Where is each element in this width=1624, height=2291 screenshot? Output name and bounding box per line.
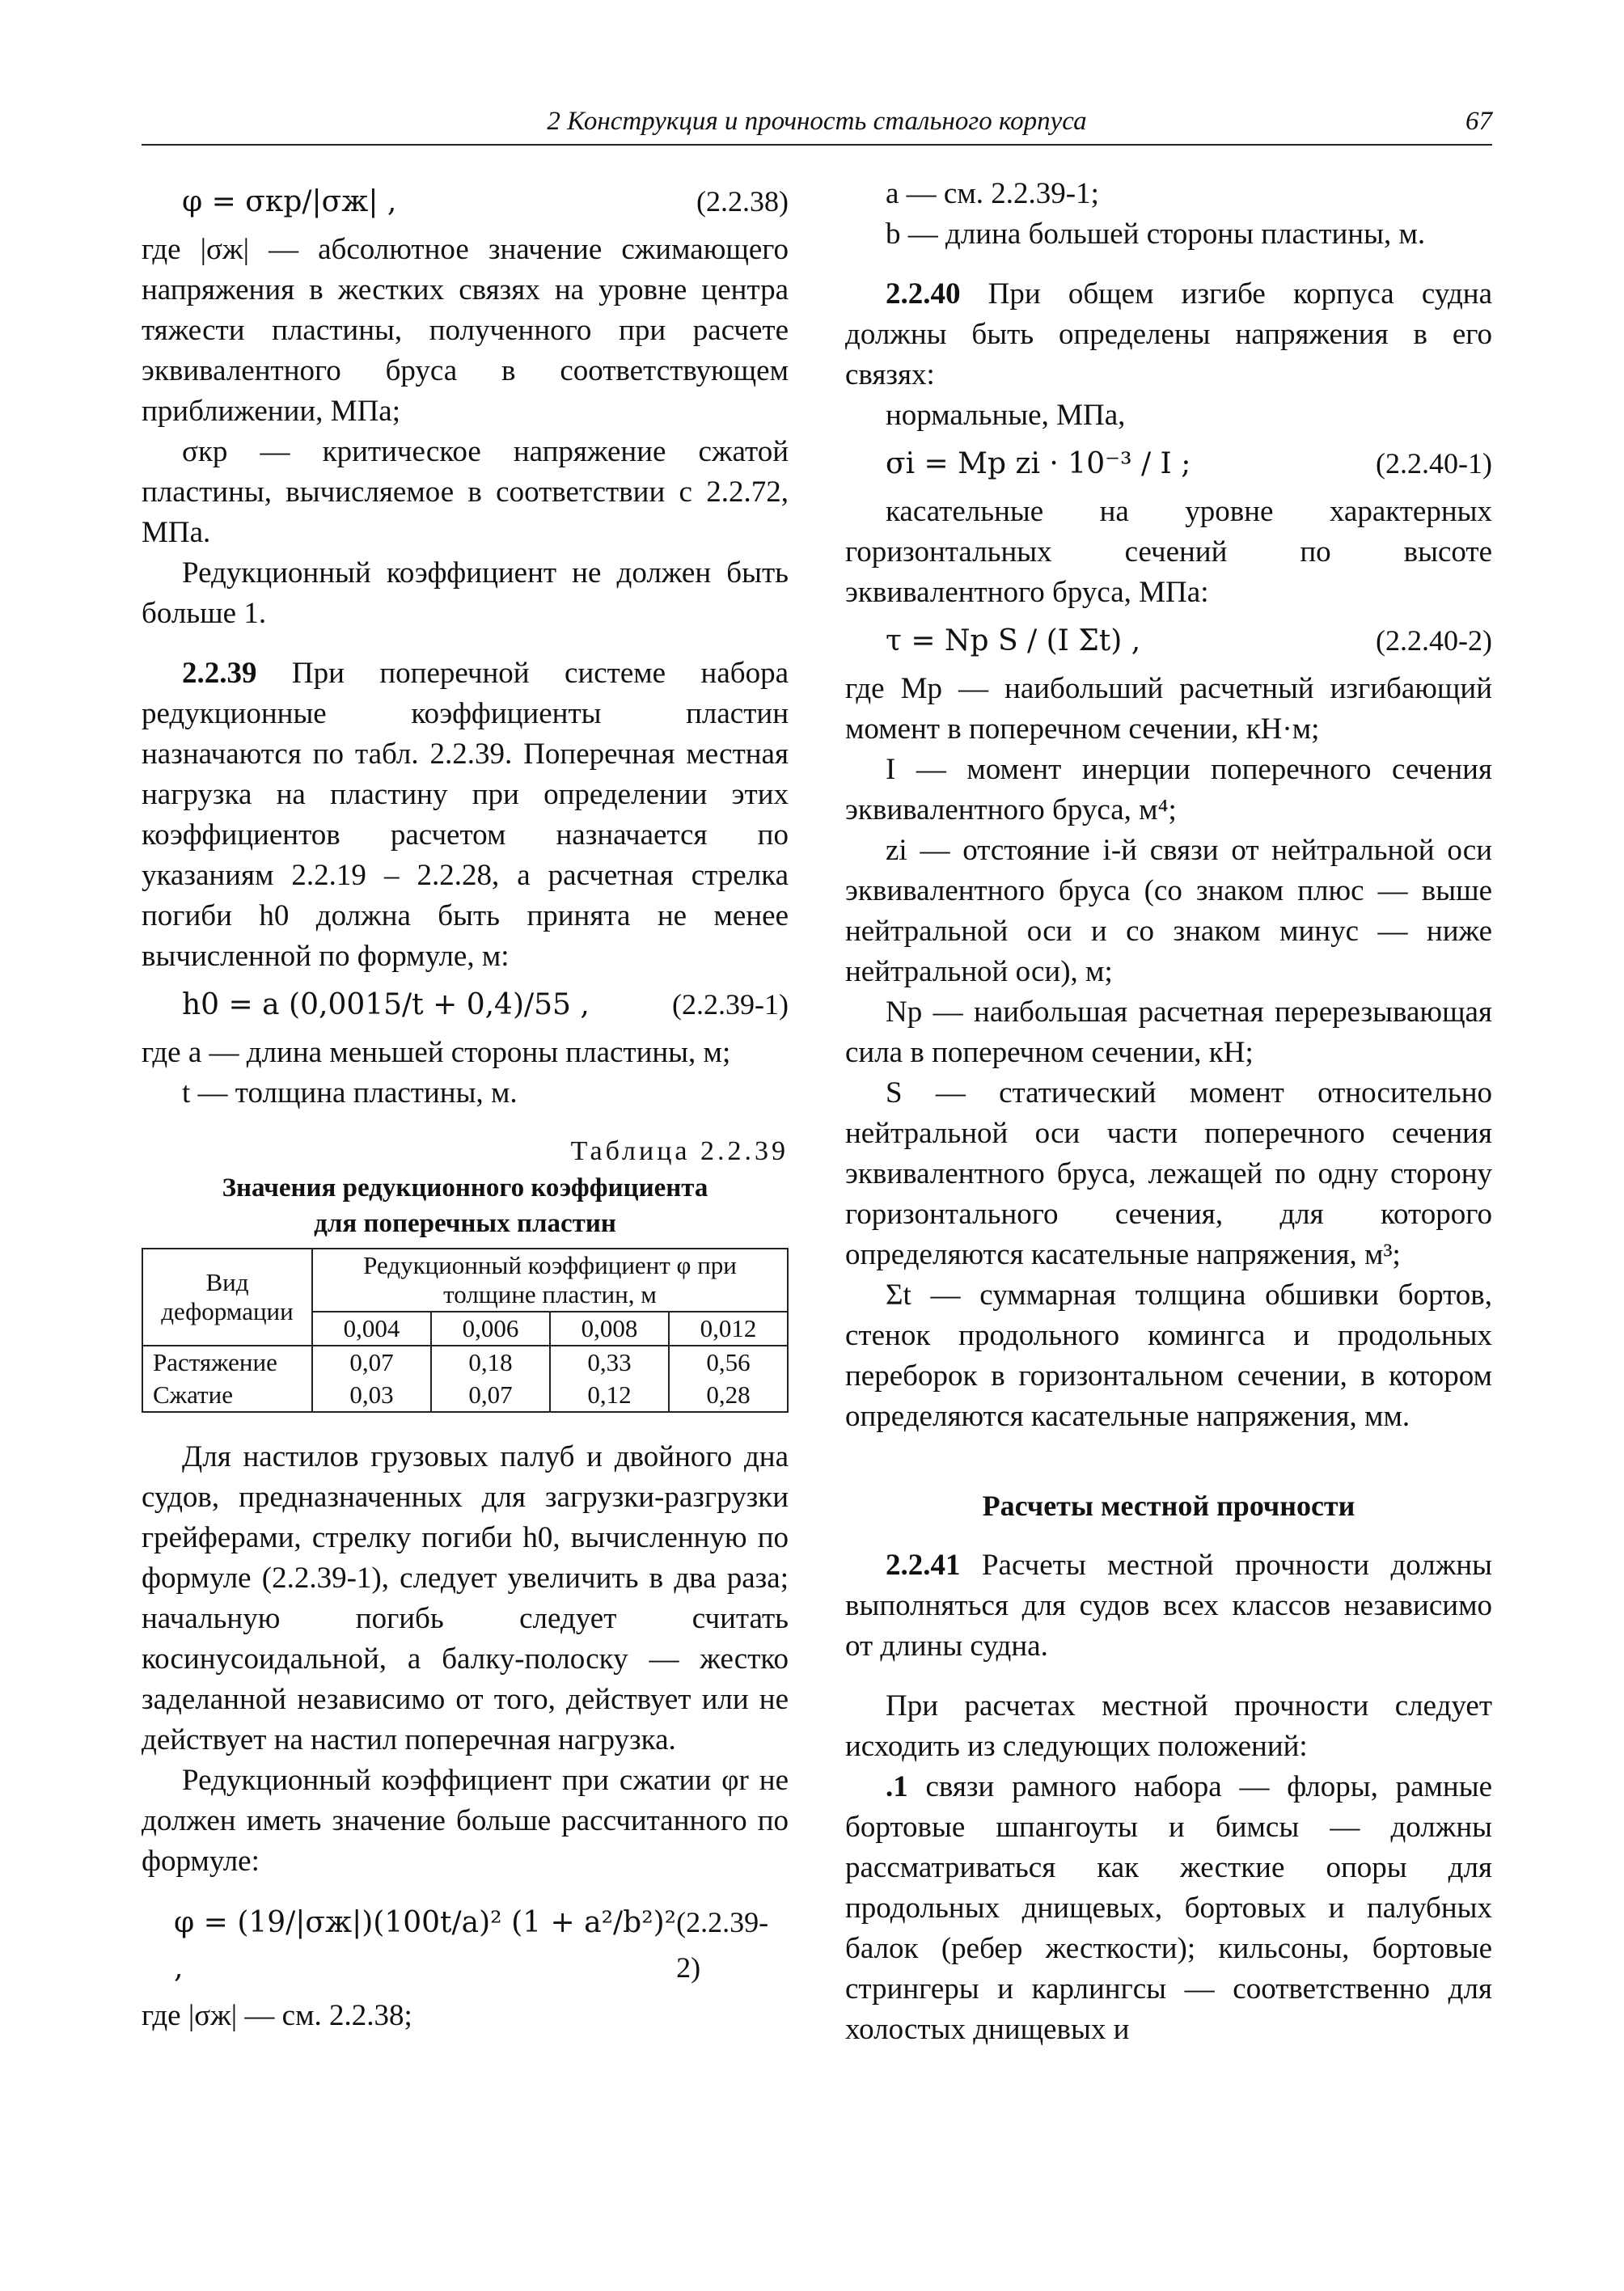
table-title-line1: Значения редукционного коэффициента bbox=[222, 1173, 708, 1203]
table-col-header: 0,008 bbox=[550, 1312, 669, 1346]
paragraph: S — статический момент относительно нейтральной оси части поперечного сечения эквивалентного бруса, лежащей по одну сторону горизонтального сечения, для которого определяются касательные напряжения, м³; bbox=[845, 1076, 1492, 1271]
paragraph: где |σж| — абсолютное значение сжимающего напряжения в жестких связях на уровне центра тяжести пластины, полученного при расчете эквивалентного бруса в соответствующем приближении, МПа; bbox=[142, 233, 789, 428]
equation-2-2-39-2 bbox=[142, 1900, 789, 1991]
formula: τ = Np S / (I Σt) , bbox=[886, 624, 1141, 657]
paragraph: σкр — критическое напряжение сжатой пластины, вычисляемое в соответствии с 2.2.72, МПа. bbox=[142, 435, 789, 549]
section-number: 2.2.41 bbox=[886, 1549, 961, 1582]
table-caption: Таблица 2.2.39 bbox=[570, 1136, 789, 1166]
table-cell: 0,03 bbox=[312, 1379, 431, 1412]
table-colgroup-header: Редукционный коэффициент φ при толщине пластин, м bbox=[312, 1249, 788, 1312]
row-label: Сжатие bbox=[142, 1379, 312, 1412]
table-col-header: 0,012 bbox=[669, 1312, 788, 1346]
table-row bbox=[142, 1346, 788, 1379]
table-cell: 0,33 bbox=[550, 1346, 669, 1379]
paragraph: t — толщина пластины, м. bbox=[182, 1076, 518, 1110]
section-text: При общем изгибе корпуса судна должны быть определены напряжения в его связях: bbox=[845, 277, 1492, 391]
table-cell: 0,28 bbox=[669, 1379, 788, 1412]
item-number: .1 bbox=[886, 1770, 908, 1803]
right-column bbox=[845, 174, 1492, 2050]
list-item-1 bbox=[845, 1767, 1492, 2050]
equation-2-2-39-1 bbox=[142, 982, 789, 1028]
table-cell: 0,12 bbox=[550, 1379, 669, 1412]
paragraph: Для настилов грузовых палуб и двойного дна судов, предназначенных для загрузки-разгрузки грейферами, стрелку погиби h0, вычисленную по формуле (2.2.39-1), следует увеличить в два раза; начальную погибь следует считать косинусоидальной, а балку-полоску — жестко заделанной независимо от того, действует или не действует на настил поперечная нагрузка. bbox=[142, 1440, 789, 1756]
table-col-header: 0,004 bbox=[312, 1312, 431, 1346]
left-column bbox=[142, 174, 789, 2036]
paragraph: Редукционный коэффициент при сжатии φr не должен иметь значение больше рассчитанного по формуле: bbox=[142, 1764, 789, 1878]
table-col-header: 0,006 bbox=[431, 1312, 550, 1346]
paragraph: При расчетах местной прочности следует исходить из следующих положений: bbox=[845, 1689, 1492, 1763]
running-title: 2 Конструкция и прочность стального корпуса bbox=[547, 107, 1087, 136]
row-label: Растяжение bbox=[142, 1346, 312, 1379]
formula: h0 = a (0,0015/t + 0,4)/55 , bbox=[182, 988, 590, 1021]
paragraph: I — момент инерции поперечного сечения эквивалентного бруса, м⁴; bbox=[845, 753, 1492, 826]
section-text: Расчеты местной прочности должны выполняться для судов всех классов независимо от длины судна. bbox=[845, 1549, 1492, 1663]
section-number: 2.2.40 bbox=[886, 277, 961, 311]
paragraph: где a — длина меньшей стороны пластины, м; bbox=[142, 1036, 731, 1069]
formula: φ = σкр/|σж| , bbox=[182, 185, 397, 218]
section-2-2-41 bbox=[845, 1545, 1492, 1667]
table-title-line2: для поперечных пластин bbox=[314, 1209, 616, 1238]
equation-number: (2.2.40-2) bbox=[1376, 624, 1492, 657]
paragraph: нормальные, МПа, bbox=[886, 399, 1126, 432]
formula: φ = (19/|σж|)(100t/a)² (1 + a²/b²)² , bbox=[174, 1906, 677, 1985]
section-number: 2.2.39 bbox=[182, 657, 257, 690]
paragraph: a — см. 2.2.39-1; bbox=[886, 177, 1099, 210]
paragraph: касательные на уровне характерных горизонтальных сечений по высоте эквивалентного бруса, МПа: bbox=[845, 495, 1492, 609]
table-row bbox=[142, 1379, 788, 1412]
equation-number: (2.2.39-2) bbox=[676, 1906, 769, 1984]
section-text: При поперечной системе набора редукционные коэффициенты пластин назначаются по табл. 2.2.39. Поперечная местная нагрузка на пластину при определении этих коэффициентов расчетом назначается по указаниям 2.2.19 – 2.2.28, а расчетная стрелка погиби h0 должна быть принята не менее вычисленной по формуле, м: bbox=[142, 657, 789, 973]
page-number: 67 bbox=[1465, 107, 1492, 136]
paragraph: Np — наибольшая расчетная перерезывающая сила в поперечном сечении, кН; bbox=[845, 995, 1492, 1069]
section-2-2-40 bbox=[845, 274, 1492, 395]
equation-2-2-40-2 bbox=[845, 618, 1492, 664]
table-cell: 0,07 bbox=[312, 1346, 431, 1379]
paragraph: b — длина большей стороны пластины, м. bbox=[886, 218, 1426, 251]
equation-number: (2.2.38) bbox=[696, 185, 789, 218]
section-heading: Расчеты местной прочности bbox=[982, 1490, 1355, 1522]
paragraph: zi — отстояние i-й связи от нейтральной оси эквивалентного бруса (со знаком плюс — выше нейтральной оси и со знаком минус — ниже нейтральной оси), м; bbox=[845, 834, 1492, 988]
table-cell: 0,18 bbox=[431, 1346, 550, 1379]
reduction-coefficient-table bbox=[142, 1248, 789, 1413]
formula: σi = Mp zi · 10⁻³ / I ; bbox=[886, 447, 1191, 480]
equation-2-2-40-1 bbox=[845, 441, 1492, 487]
section-2-2-39 bbox=[142, 653, 789, 977]
paragraph: Редукционный коэффициент не должен быть больше 1. bbox=[142, 556, 789, 630]
paragraph: где Mp — наибольший расчетный изгибающий момент в поперечном сечении, кН·м; bbox=[845, 672, 1492, 746]
page-header bbox=[142, 104, 1492, 146]
equation-number: (2.2.40-1) bbox=[1376, 447, 1492, 480]
paragraph: где |σж| — см. 2.2.38; bbox=[142, 1999, 412, 2032]
equation-number: (2.2.39-1) bbox=[672, 988, 789, 1021]
table-cell: 0,56 bbox=[669, 1346, 788, 1379]
table-rowhead: Вид деформации bbox=[142, 1249, 312, 1346]
table-cell: 0,07 bbox=[431, 1379, 550, 1412]
paragraph: Σt — суммарная толщина обшивки бортов, стенок продольного комингса и продольных переборок в горизонтальном сечении, в котором определяются касательные напряжения, мм. bbox=[845, 1279, 1492, 1433]
item-text: связи рамного набора — флоры, рамные бортовые шпангоуты и бимсы — должны рассматриваться как жесткие опоры для продольных днищевых, бортовых и палубных балок (ребер жесткости); кильсоны, бортовые стрингеры и карлингсы — соответственно для холостых днищевых и bbox=[845, 1770, 1492, 2046]
equation-2-2-38 bbox=[142, 179, 789, 225]
